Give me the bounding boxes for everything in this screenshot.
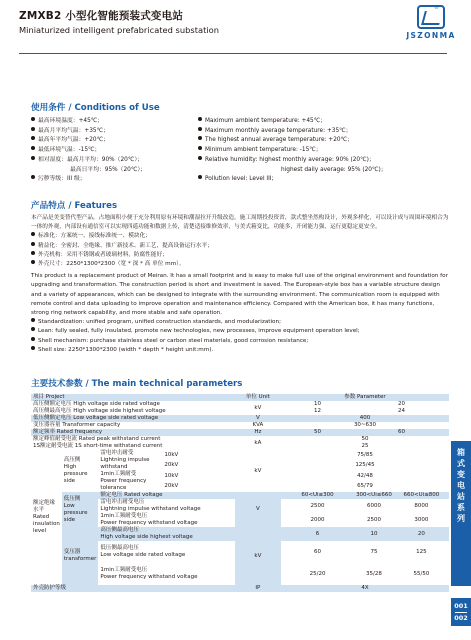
product-title: ZMXB2 小型化智能预装式变电站 bbox=[19, 10, 184, 22]
table-row: 低压侧额定电压 Low voltage side rated voltage V 400 bbox=[31, 415, 449, 422]
table-row: 额定频率 Rated frequency Hz 50 60 bbox=[31, 429, 449, 436]
features-body bbox=[31, 214, 449, 355]
feature-cn-item: 标准化：方案统一、接线标准统一、模块化； bbox=[31, 232, 449, 241]
feature-cn-item: 外壳机构：采用不锈钢或者玻璃材料，防腐性能好； bbox=[31, 251, 449, 260]
condition-item: Relative humidity: highest monthly average: 90% (20℃)； bbox=[198, 156, 387, 166]
series-side-tab: 箱 式 变 电 站 系 列 bbox=[451, 441, 471, 586]
features-heading: 产品特点 / Features bbox=[31, 201, 118, 211]
lv-side-label: 低压侧 Low pressure side bbox=[62, 492, 99, 527]
features-cn-paragraph: 本产品是美变替代型产品，占地面积小便于充分利用原有环境和潮湿拉开升级改造，施工周期投投资省，款式整坐然构设计，外观多样化，可以设计成与周围环境相合为一体的外观，内部设有通信室可以实现四遥功能和数据上传，清楚适接维修效率，与美式箱变比，功能多，开闭能力强，运行更稳定更安全。 bbox=[31, 215, 449, 231]
table-row: 额定绝缘水平 Rated insulation level 高压侧 High pressure side 雷电冲击耐受 Lightning impulse withstand 10kV kV 75/85 bbox=[31, 450, 449, 461]
feature-en-item: Standardization: unified program, unified construction standards, and modularization; bbox=[31, 318, 449, 327]
condition-item: highest daily average: 95% (20℃)； bbox=[281, 166, 387, 173]
condition-item: The highest annual average temperature: +20℃； bbox=[198, 136, 387, 146]
table-row: 1min工频耐受 Power frequency tolerance 10kV 42/48 bbox=[100, 471, 373, 491]
header-unit: 单位 Unit bbox=[235, 394, 281, 401]
header-divider bbox=[19, 53, 447, 54]
brand-logo bbox=[398, 5, 464, 40]
condition-item: 相对湿度：最高月平均：90%（20℃）； bbox=[31, 156, 146, 166]
table-row: 变压器容量 Transformer capacity KVA 30~630 bbox=[33, 422, 377, 428]
condition-item: Maximum monthly average temperature: +35℃； bbox=[198, 127, 387, 137]
table-row: 低压侧最高电压 Low voltage side rated voltage 60 75 125 bbox=[100, 545, 427, 558]
feature-en-item: Shell mechanism: purchase stainless steel or carbon steel materials, good corrosion resistance; bbox=[31, 337, 449, 346]
conditions-right-list bbox=[198, 117, 387, 185]
insulation-label: 额定绝缘水平 Rated insulation level bbox=[33, 500, 60, 534]
table-row: 高压侧最高电压 High voltage side highest voltage 12 24 bbox=[33, 408, 406, 414]
condition-item: Pollution level: Level III; bbox=[198, 175, 387, 185]
params-heading: 主要技术参数 / The main technical parameters bbox=[31, 379, 243, 389]
table-row: 变压器 transformer 高压侧最高电压 High voltage side highest voltage kV 6 10 20 bbox=[31, 527, 449, 541]
header-item: 项目 Project bbox=[31, 394, 235, 401]
header-param: 参数 Parameter bbox=[281, 394, 449, 401]
features-en-paragraph: This product is a replacement product of Meiran. It has a small footprint and is easy to make full use of the original environment and foundation for upgrading and transformation. The construction period is short and investment is saved. The European-style box has a variable structure design and a variety of appearances, which can be designed to integrate with the surrounding environment. The communication room is equipped with remote control and data uploading to improve operation and maintenance efficiency. Compared with the American box, it has many functions, strong ring network capability, and more stable and safe operation. bbox=[31, 273, 448, 317]
condition-item: 最高日平均：95%（20℃）； bbox=[70, 166, 147, 173]
condition-item: 最高月平均气温：+35℃； bbox=[31, 127, 146, 137]
conditions-heading: 使用条件 / Conditions of Use bbox=[31, 103, 160, 113]
page-header bbox=[19, 8, 219, 35]
condition-item: Maximum ambient temperature: +45℃； bbox=[198, 117, 387, 127]
parameters-table: 项目 Project 单位 Unit 参数 Parameter 高压侧额定电压 High voltage side rated voltage kV 10 20 高压侧最高电压 High voltage side highest voltage 12 24 低压侧额定电压 Low voltage side rated voltage V 400 变压器容量 Transformer capacity KVA 30~630 额定频率 Rated frequency Hz 50 60 额定峰值耐受电流 Rated peak withstand current kA 50 1S额定耐受电流 1S short-time withstand current 25 额定绝缘水平 Rated insulation level 高压侧 High pressure side 雷电冲击耐受 Lightning impulse withstand 10kV kV 75/85 20kV 125/45 1min工频耐受 Power frequency tolerance 10kV 42/48 20kV 65/79 低压侧 Low pressure side 额定电压 Rated voltage V 60<Ui≤300 300<Ui≤660 660<Ui≤800 雷电冲击耐受电压 Lightning impulse withstand voltage 2500 6000 8000 1min工频耐受电压 Power frequency withstand voltage 2000 2500 3000 变压器 transformer 高压侧最高电压 High voltage side highest voltage kV 6 10 20 低压侧最高电压 Low voltage side rated voltage 60 75 125 1min工频耐受电压 Power frequency withstand voltage 25/20 35/28 55/50 外壳防护等级 IP 4X bbox=[31, 394, 449, 592]
transformer-label: 变压器 transformer bbox=[62, 527, 99, 585]
product-subtitle: Miniaturized intelligent prefabricated substation bbox=[19, 25, 219, 35]
table-row: 外壳防护等级 IP 4X bbox=[31, 585, 449, 592]
condition-item: 最高年平均气温：+20℃； bbox=[31, 136, 146, 146]
table-row: 20kV 65/79 bbox=[164, 483, 373, 490]
condition-item: 最低环境气温：-15℃； bbox=[31, 146, 146, 156]
table-row: 额定峰值耐受电流 Rated peak withstand current kA 50 bbox=[33, 436, 369, 446]
feature-cn-item: 外壳尺寸：2250*1300*2300（宽 * 深 * 高 单位 mm）。 bbox=[31, 260, 449, 269]
condition-item: 污秽等级：III 级； bbox=[31, 175, 146, 185]
table-row: 1min工频耐受电压 Power frequency withstand voltage 25/20 35/28 55/50 bbox=[100, 567, 430, 580]
logo-wordmark: JSZONMA bbox=[406, 31, 456, 40]
feature-cn-item: 精益化：全密封、全绝缘、推广新技术、新工艺，提高设备运行水平； bbox=[31, 242, 449, 251]
logo-mark-icon: ® bbox=[417, 5, 445, 29]
hv-side-label: 高压侧 High pressure side bbox=[63, 457, 88, 484]
feature-en-item: Shell size: 2250*1300*2300 (width * depth * height unit:mm). bbox=[31, 346, 449, 355]
feature-en-item: Lean: fully sealed, fully insulated, promote new technologies, new processes, improve equipment operation level; bbox=[31, 327, 449, 336]
condition-item: Minimum ambient temperature: -15℃； bbox=[198, 146, 387, 156]
table-row: 低压侧 Low pressure side 额定电压 Rated voltage V 60<Ui≤300 300<Ui≤660 660<Ui≤800 bbox=[31, 492, 449, 499]
table-row: 20kV 125/45 bbox=[164, 462, 375, 469]
table-header-row bbox=[31, 394, 449, 401]
table-row: 高压侧额定电压 High voltage side rated voltage kV 10 20 bbox=[33, 401, 406, 411]
conditions-left-list bbox=[31, 117, 146, 185]
page-number: 001 002 bbox=[451, 598, 471, 626]
table-row: 1S额定耐受电流 1S short-time withstand current 25 bbox=[33, 443, 369, 449]
condition-item: 最高环境温度：+45℃； bbox=[31, 117, 146, 127]
